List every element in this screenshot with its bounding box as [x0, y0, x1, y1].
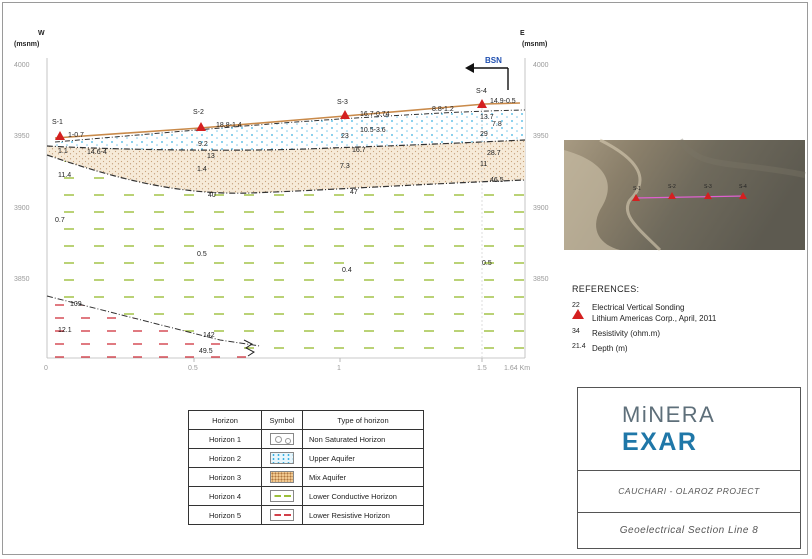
- value-j: 28.7: [487, 150, 501, 157]
- references-panel: [572, 284, 802, 358]
- depth-label: Depth (m): [592, 344, 628, 353]
- y-tick-right-0: 4000: [533, 62, 549, 69]
- value-l: 11.4: [58, 172, 72, 179]
- non-saturated-symbol-icon: [270, 433, 294, 445]
- location-inset: [564, 140, 805, 250]
- y-tick-left-2: 3900: [14, 205, 30, 212]
- value-h: 13: [207, 153, 215, 160]
- sond-label-3: S-3: [337, 99, 348, 106]
- legend-header: [189, 411, 424, 430]
- value-b: 10.5-3.6: [360, 127, 386, 134]
- value-m: 1.4: [197, 166, 207, 173]
- y-tick-left-1: 3950: [14, 133, 30, 140]
- drawing-title: Geoelectrical Section Line 8: [619, 525, 759, 536]
- value-p: 46.5: [490, 177, 504, 184]
- y-tick-right-1: 3950: [533, 133, 549, 140]
- reference-depth: [572, 343, 802, 354]
- legend-type: Upper Aquifer: [303, 449, 424, 468]
- y-tick-left-3: 3850: [14, 276, 30, 283]
- company-logo: [578, 388, 800, 471]
- legend-row: [189, 449, 424, 468]
- right-unit-label: (msnm): [522, 41, 548, 48]
- value-c: 23: [341, 133, 349, 140]
- value-a: 14.6-4: [87, 149, 107, 156]
- x-tick-0: 0: [44, 365, 48, 372]
- value-e: 7.8: [492, 121, 502, 128]
- value-s1-top: 1-0.7: [68, 132, 84, 139]
- sonding-symbol: [572, 302, 592, 321]
- legend-header-type: Type of horizon: [303, 411, 424, 430]
- sond-marker-2: [196, 122, 206, 131]
- upper-aquifer-symbol-icon: [270, 452, 294, 464]
- legend-row: [189, 468, 424, 487]
- project-name: CAUCHARI - OLAROZ PROJECT: [578, 470, 800, 513]
- legend-header-horizon: Horizon: [189, 411, 262, 430]
- value-n: 7.3: [340, 163, 350, 170]
- value-s: 0.7: [55, 217, 65, 224]
- left-unit-label: (msnm): [14, 41, 40, 48]
- legend-row: [189, 506, 424, 525]
- references-title: REFERENCES:: [572, 284, 640, 294]
- legend-type: Non Saturated Horizon: [303, 430, 424, 449]
- value-s4-top: 14.9-0.5: [490, 98, 516, 105]
- legend-horizon: Horizon 2: [189, 449, 262, 468]
- legend-row: [189, 487, 424, 506]
- value-s2-top: 18.8-1.4: [216, 122, 242, 129]
- x-tick-1: 0.5: [188, 365, 198, 372]
- lower-conductive-symbol-icon: [270, 490, 294, 502]
- legend-type: Lower Conductive Horizon: [303, 487, 424, 506]
- sonding-triangle-icon: [572, 309, 584, 319]
- sonding-line-2: Lithium Americas Corp., April, 2011: [592, 314, 717, 323]
- value-o: 11: [480, 161, 488, 168]
- reference-resistivity: [572, 328, 802, 339]
- direction-arrow: [465, 63, 508, 90]
- value-k: 1.1: [58, 148, 68, 155]
- y-tick-right-2: 3900: [533, 205, 549, 212]
- sond-label-1: S-1: [52, 119, 63, 126]
- lower-resistive-symbol-icon: [270, 509, 294, 521]
- sond-marker-3: [340, 110, 350, 119]
- value-g: 9.2: [198, 141, 208, 148]
- value-s3b-top: 8.8-1.2: [432, 106, 454, 113]
- x-tick-4: 1.64 Km: [504, 365, 531, 372]
- direction-label: BSN: [485, 56, 502, 65]
- legend-type: Mix Aquifer: [303, 468, 424, 487]
- legend-header-symbol: Symbol: [262, 411, 303, 430]
- x-tick-3: 1.5: [477, 365, 487, 372]
- depth-sample: 21.4: [572, 343, 586, 350]
- title-block: [577, 387, 801, 549]
- legend-type: Lower Resistive Horizon: [303, 506, 424, 525]
- value-u: 0.4: [342, 267, 352, 274]
- legend-row: [189, 430, 424, 449]
- sond-marker-1: [55, 131, 65, 140]
- inset-label-2: S-2: [668, 184, 676, 190]
- mix-aquifer-symbol-icon: [270, 471, 294, 483]
- east-label: E: [520, 30, 525, 37]
- resistivity-sample: 34: [572, 328, 580, 335]
- logo-top-text: MiNERA: [622, 402, 716, 427]
- value-r: 47: [350, 189, 358, 196]
- legend-horizon: Horizon 5: [189, 506, 262, 525]
- legend-horizon: Horizon 1: [189, 430, 262, 449]
- minera-exar-logo: [578, 388, 800, 470]
- value-s3-top: 16.7-0.74: [360, 111, 390, 118]
- value-f: 29: [480, 131, 488, 138]
- value-d: 13.7: [480, 114, 494, 121]
- y-tick-left-0: 4000: [14, 62, 30, 69]
- reference-sonding: [572, 302, 802, 324]
- horizon-layers: [47, 110, 525, 358]
- value-t: 0.5: [197, 251, 207, 258]
- inset-label-1: S-1: [633, 186, 641, 192]
- west-label: W: [38, 30, 45, 37]
- inset-label-4: S-4: [739, 184, 747, 190]
- value-y: 142: [203, 332, 215, 339]
- x-tick-2: 1: [337, 365, 341, 372]
- value-w: 109: [70, 301, 82, 308]
- legend-horizon: Horizon 3: [189, 468, 262, 487]
- value-z: 49.5: [199, 348, 213, 355]
- value-x: 12.1: [58, 327, 72, 334]
- inset-label-3: S-3: [704, 184, 712, 190]
- horizon-legend: [188, 410, 424, 525]
- sond-label-4: S-4: [476, 88, 487, 95]
- value-q: 40: [208, 192, 216, 199]
- legend-horizon: Horizon 4: [189, 487, 262, 506]
- sonding-line-1: Electrical Vertical Sonding: [592, 303, 685, 312]
- sond-label-2: S-2: [193, 109, 204, 116]
- value-i: 16.7: [352, 147, 366, 154]
- sonding-number: 22: [572, 302, 580, 309]
- value-v: 0.5: [482, 260, 492, 267]
- resistivity-label: Resistivity (ohm.m): [592, 329, 661, 338]
- y-tick-right-3: 3850: [533, 276, 549, 283]
- logo-bottom-text: EXAR: [622, 428, 698, 456]
